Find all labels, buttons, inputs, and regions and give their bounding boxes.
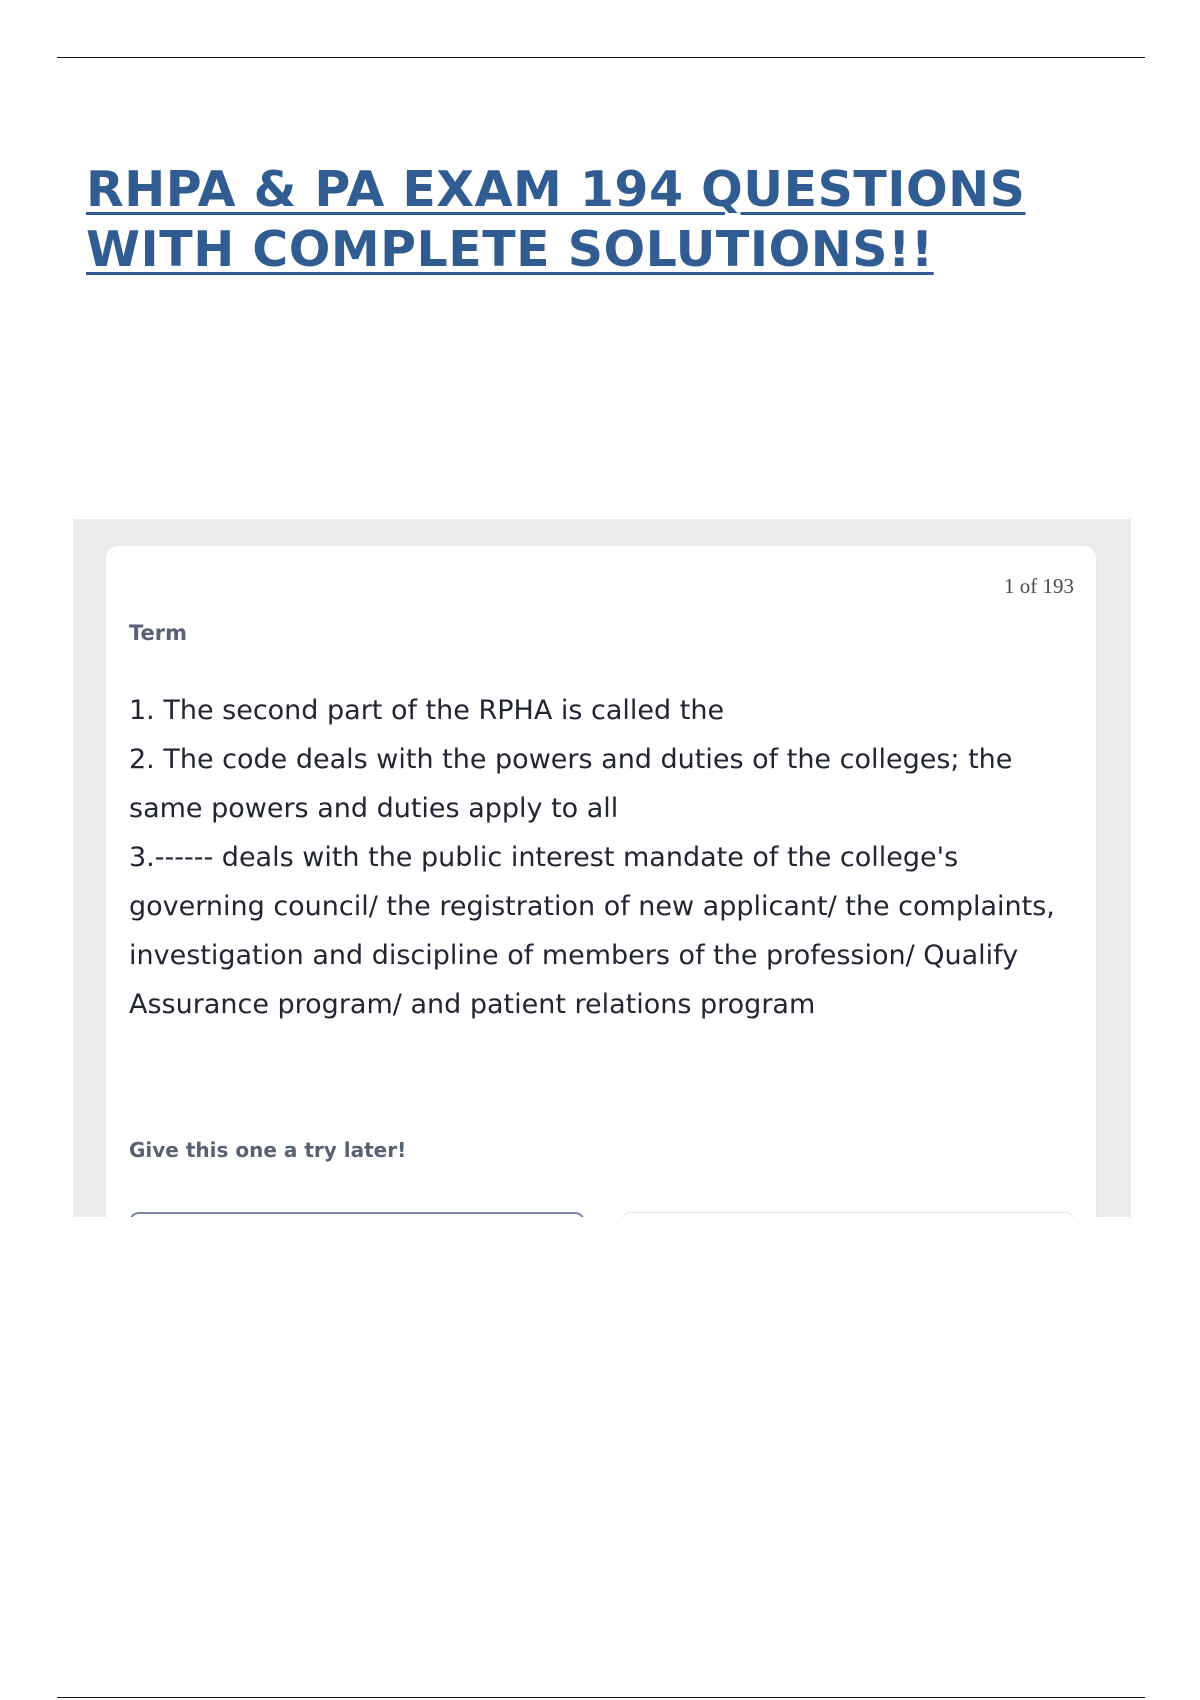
bottom-rule xyxy=(57,1697,1145,1698)
term-line: same powers and duties apply to all xyxy=(129,793,619,824)
flashcard-screenshot xyxy=(73,519,1131,1217)
term-line: Assurance program/ and patient relations program xyxy=(129,989,816,1020)
term-label: Term xyxy=(129,621,188,645)
flashcard xyxy=(106,546,1096,1217)
term-line: 1. The second part of the RPHA is called the xyxy=(129,695,725,726)
term-line: 2. The code deals with the powers and duties of the colleges; the xyxy=(129,744,1013,775)
answer-option-button[interactable] xyxy=(621,1212,1075,1217)
document-title xyxy=(86,160,1086,280)
document-title-line: WITH COMPLETE SOLUTIONS!! xyxy=(86,221,934,278)
term-text xyxy=(129,686,1079,1029)
term-line: investigation and discipline of members of the profession/ Qualify xyxy=(129,940,1019,971)
top-rule xyxy=(57,57,1145,58)
document-title-line: RHPA & PA EXAM 194 QUESTIONS xyxy=(86,161,1026,218)
answer-option-button[interactable] xyxy=(129,1212,585,1217)
card-counter: 1 of 193 xyxy=(1004,574,1074,598)
try-later-hint: Give this one a try later! xyxy=(129,1138,407,1162)
term-line: 3.------ deals with the public interest mandate of the college's xyxy=(129,842,959,873)
term-line: governing council/ the registration of new applicant/ the complaints, xyxy=(129,891,1055,922)
